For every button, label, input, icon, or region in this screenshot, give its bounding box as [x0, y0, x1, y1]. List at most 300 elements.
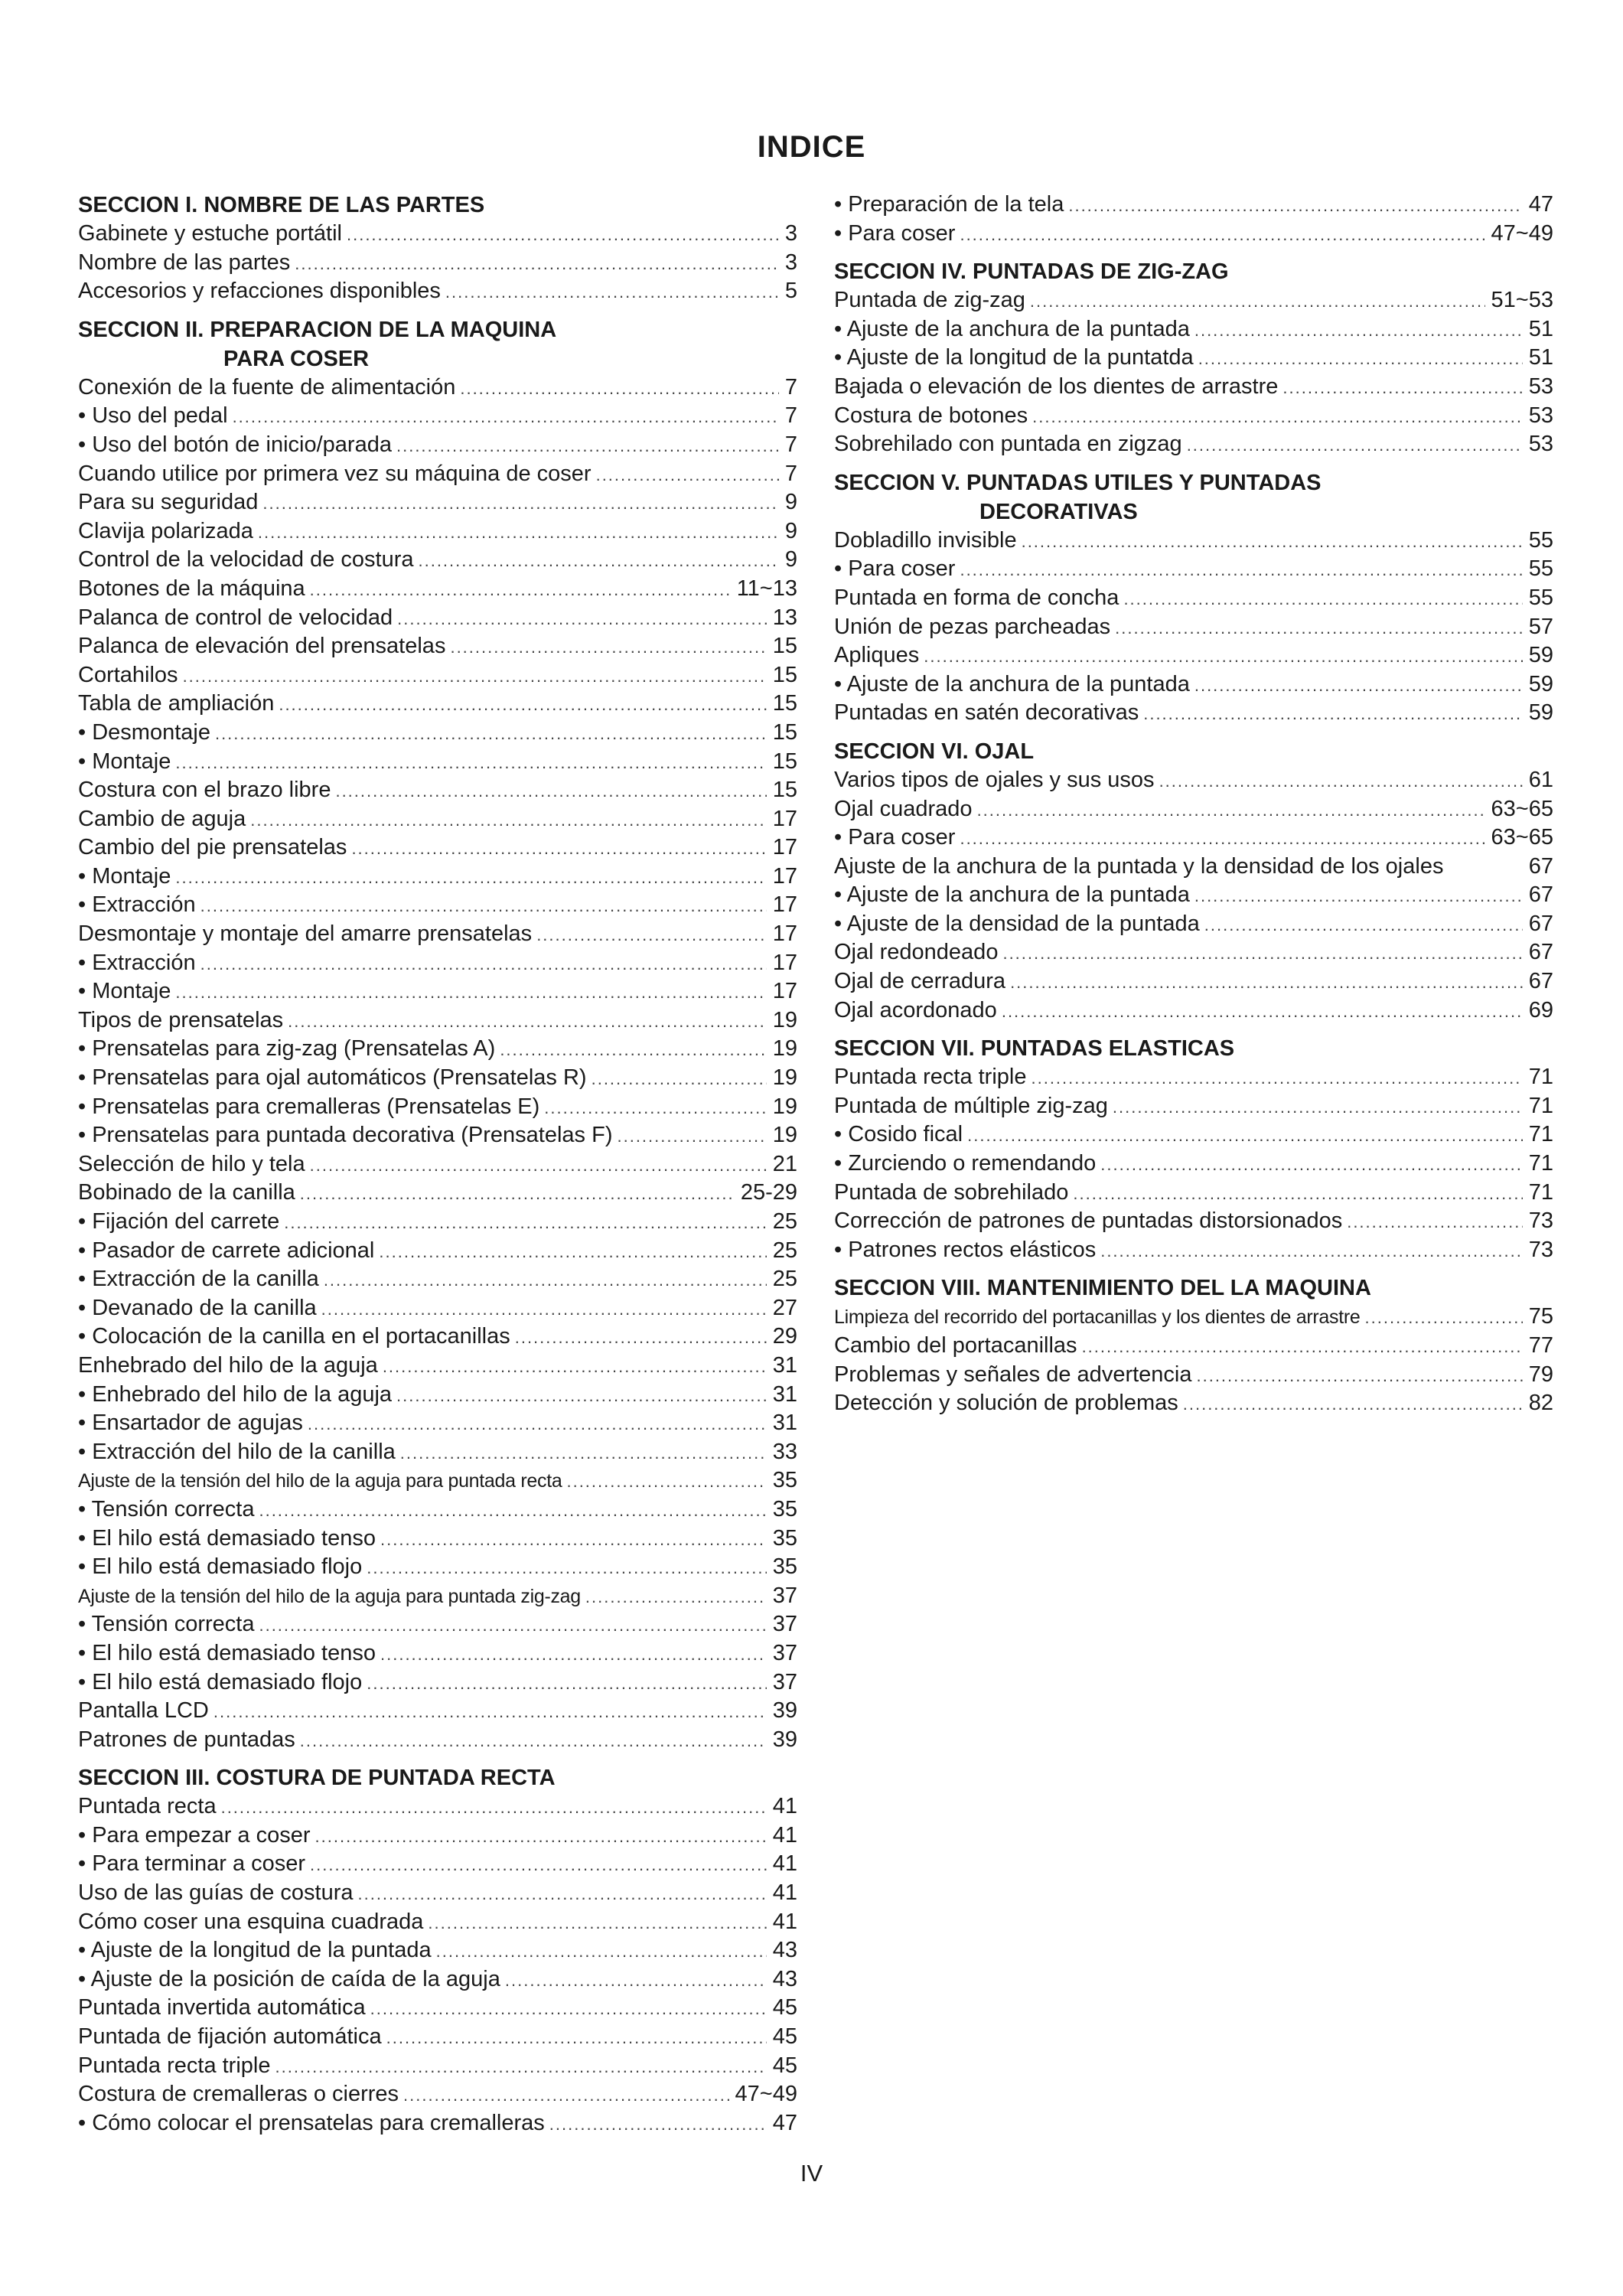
- toc-entry[interactable]: [834, 1303, 1553, 1332]
- toc-entry[interactable]: [78, 460, 797, 489]
- dot-leader: [1082, 1332, 1523, 1362]
- dot-leader: [300, 1179, 735, 1208]
- toc-entry[interactable]: [834, 286, 1553, 315]
- dot-leader: [1282, 373, 1522, 403]
- section-heading: SECCION VII. PUNTADAS ELASTICAS: [834, 1036, 1235, 1062]
- toc-entry-page: 19: [772, 1036, 797, 1062]
- toc-entry[interactable]: [78, 748, 797, 777]
- dot-leader: [370, 1994, 767, 2024]
- toc-entry[interactable]: [78, 1908, 797, 1937]
- toc-entry-page: 41: [772, 1794, 797, 1819]
- toc-entry[interactable]: [78, 1525, 797, 1554]
- toc-entry[interactable]: [834, 220, 1553, 249]
- toc-entry[interactable]: [78, 249, 797, 278]
- toc-entry-label: Apliques: [834, 643, 920, 668]
- toc-entry-label: Cuando utilice por primera vez su máquina de coser: [78, 461, 592, 486]
- dot-leader: [258, 518, 779, 547]
- toc-entry-page: 37: [772, 1640, 797, 1665]
- toc-entry-label: • Prensatelas para zig-zag (Prensatelas A): [78, 1036, 496, 1062]
- toc-entry-page: 37: [772, 1669, 797, 1694]
- toc-entry-label: Varios tipos de ojales y sus usos: [834, 767, 1155, 792]
- dot-leader: [967, 1121, 1523, 1150]
- toc-entry-page: 29: [772, 1324, 797, 1349]
- dot-leader: [310, 1151, 767, 1180]
- dot-leader: [585, 1583, 767, 1612]
- section-heading: SECCION II. PREPARACION DE LA MAQUINA: [78, 317, 557, 342]
- toc-entry-page: 63~65: [1491, 825, 1553, 850]
- toc-entry[interactable]: [78, 1994, 797, 2023]
- dot-leader: [284, 1208, 767, 1238]
- toc-entry[interactable]: [834, 1063, 1553, 1092]
- toc-entry[interactable]: [78, 1726, 797, 1755]
- toc-entry-page: 59: [1528, 643, 1553, 668]
- toc-entry-page: 67: [1528, 853, 1553, 879]
- dot-leader: [1159, 767, 1523, 796]
- toc-entry-label: • Ajuste de la posición de caída de la aguja: [78, 1966, 500, 1991]
- dot-leader: [379, 1238, 766, 1267]
- toc-entry[interactable]: [834, 1120, 1553, 1150]
- dot-leader: [367, 1554, 766, 1583]
- toc-entry-page: 3: [784, 221, 797, 246]
- toc-entry-label: Selección de hilo y tela: [78, 1151, 305, 1176]
- toc-entry-page: 37: [772, 1583, 797, 1608]
- toc-entry-page: 45: [772, 2053, 797, 2078]
- toc-entry[interactable]: [78, 488, 797, 517]
- toc-entry-label: • Tensión correcta: [78, 1496, 255, 1521]
- dot-leader: [460, 374, 779, 403]
- toc-entry-page: 5: [784, 279, 797, 304]
- toc-entry-label: • Ajuste de la longitud de la puntada: [78, 1938, 432, 1963]
- toc-entry-page: 7: [784, 432, 797, 457]
- toc-entry-label: • Fijación del carrete: [78, 1209, 280, 1234]
- toc-entry-label: • Colocación de la canilla en el portacanillas: [78, 1324, 510, 1349]
- toc-entry[interactable]: [78, 1064, 797, 1093]
- dot-leader: [310, 576, 731, 605]
- toc-entry-page: 69: [1528, 997, 1553, 1022]
- toc-entry[interactable]: [78, 1792, 797, 1821]
- dot-leader: [262, 489, 778, 518]
- toc-entry-page: 51: [1528, 316, 1553, 341]
- toc-entry[interactable]: [834, 766, 1553, 795]
- toc-entry[interactable]: [78, 1821, 797, 1851]
- toc-entry-label: Puntada en forma de concha: [834, 585, 1119, 610]
- toc-entry[interactable]: [78, 1381, 797, 1410]
- toc-entry-label: • Extracción: [78, 892, 196, 918]
- section-heading: SECCION IV. PUNTADAS DE ZIG-ZAG: [834, 259, 1229, 285]
- dot-leader: [536, 921, 767, 950]
- dot-leader: [1115, 614, 1523, 643]
- toc-entry-label: • Desmontaje: [78, 719, 210, 745]
- toc-entry-page: 67: [1528, 882, 1553, 908]
- toc-entry-label: Bajada o elevación de los dientes de arrastre: [834, 373, 1279, 399]
- toc-entry[interactable]: [78, 1150, 797, 1179]
- toc-entry-page: 43: [772, 1966, 797, 1991]
- toc-entry-label: • Enhebrado del hilo de la aguja: [78, 1381, 393, 1407]
- toc-entry-label: Unión de pezas parcheadas: [834, 614, 1111, 639]
- toc-entry[interactable]: [78, 805, 797, 834]
- toc-entry-label: Ajuste de la tensión del hilo de la aguja para puntada zig-zag: [78, 1585, 581, 1607]
- toc-entry-page: 53: [1528, 403, 1553, 428]
- toc-entry-page: 31: [772, 1352, 797, 1378]
- dot-leader: [418, 546, 778, 576]
- toc-entry[interactable]: [834, 402, 1553, 431]
- dot-leader: [1010, 968, 1523, 997]
- dot-leader: [321, 1295, 767, 1324]
- toc-entry-label: • El hilo está demasiado flojo: [78, 1669, 363, 1694]
- toc-entry[interactable]: [834, 1389, 1553, 1418]
- toc-entry[interactable]: [78, 2023, 797, 2052]
- dot-leader: [617, 1122, 766, 1151]
- toc-entry-page: 17: [772, 863, 797, 889]
- toc-entry-label: Dobladillo invisible: [834, 527, 1017, 553]
- toc-entry-label: Accesorios y refacciones disponibles: [78, 279, 441, 304]
- dot-leader: [310, 1851, 767, 1880]
- toc-entry[interactable]: [78, 1697, 797, 1726]
- toc-entry-label: • Ensartador de agujas: [78, 1411, 303, 1436]
- toc-entry-page: 77: [1528, 1333, 1553, 1358]
- dot-leader: [1204, 911, 1523, 940]
- toc-entry-page: 51: [1528, 345, 1553, 370]
- dot-leader: [259, 1611, 766, 1640]
- toc-entry-label: Ojal cuadrado: [834, 796, 973, 821]
- toc-entry[interactable]: [78, 632, 797, 661]
- dot-leader: [436, 1937, 767, 1966]
- dot-leader: [221, 1793, 767, 1822]
- toc-entry-page: 45: [772, 1995, 797, 2020]
- dot-leader: [1196, 1362, 1522, 1391]
- toc-entry-page: 15: [772, 662, 797, 687]
- toc-entry[interactable]: [78, 1553, 797, 1582]
- toc-entry-page: 15: [772, 778, 797, 803]
- toc-entry-page: 39: [772, 1698, 797, 1724]
- dot-leader: [175, 863, 766, 892]
- toc-entry[interactable]: [834, 373, 1553, 402]
- toc-entry[interactable]: [78, 833, 797, 863]
- dot-leader: [592, 1065, 767, 1094]
- toc-entry[interactable]: [78, 1965, 797, 1994]
- toc-entry[interactable]: [78, 690, 797, 719]
- dot-leader: [367, 1669, 766, 1698]
- toc-entry[interactable]: [834, 1207, 1553, 1236]
- toc-entry-label: • Montaje: [78, 863, 171, 889]
- toc-entry-page: 19: [772, 1094, 797, 1119]
- toc-entry-label: • Preparación de la tela: [834, 192, 1064, 217]
- section-heading: PARA COSER: [223, 346, 370, 371]
- toc-entry-label: • Uso del botón de inicio/parada: [78, 432, 392, 457]
- toc-entry-label: Puntada de fijación automática: [78, 2024, 382, 2050]
- dot-leader: [1365, 1303, 1523, 1332]
- dot-leader: [259, 1496, 766, 1525]
- toc-entry-label: • Prensatelas para cremalleras (Prensatelas E): [78, 1094, 540, 1119]
- toc-entry[interactable]: [834, 555, 1553, 584]
- toc-entry[interactable]: [834, 670, 1553, 700]
- toc-entry-label: Puntada de zig-zag: [834, 288, 1025, 313]
- toc-entry-label: • Ajuste de la anchura de la puntada: [834, 671, 1190, 696]
- toc-entry-page: 82: [1528, 1391, 1553, 1416]
- toc-entry-label: Cambio del pie prensatelas: [78, 835, 347, 860]
- toc-entry[interactable]: [834, 996, 1553, 1026]
- toc-entry[interactable]: [78, 517, 797, 546]
- toc-entry[interactable]: [78, 1093, 797, 1122]
- toc-entry[interactable]: [78, 1495, 797, 1525]
- toc-entry[interactable]: [78, 863, 797, 892]
- toc-entry[interactable]: [78, 719, 797, 748]
- toc-entry-label: • Extracción: [78, 950, 196, 975]
- dot-leader: [213, 1698, 767, 1727]
- toc-entry-page: 3: [784, 249, 797, 275]
- dot-leader: [1123, 585, 1522, 614]
- toc-entry[interactable]: [78, 1179, 797, 1208]
- toc-entry-page: 71: [1528, 1179, 1553, 1205]
- toc-entry[interactable]: [834, 1236, 1553, 1265]
- toc-entry-label: • Zurciendo o remendando: [834, 1151, 1097, 1176]
- toc-entry-page: 71: [1528, 1065, 1553, 1090]
- dot-leader: [1198, 344, 1523, 373]
- toc-entry-label: Puntada recta triple: [834, 1065, 1027, 1090]
- toc-entry-label: • Devanado de la canilla: [78, 1295, 317, 1320]
- toc-entry-label: • Pasador de carrete adicional: [78, 1238, 375, 1263]
- toc-entry[interactable]: [834, 527, 1553, 556]
- dot-leader: [1187, 431, 1523, 460]
- toc-entry-page: 55: [1528, 556, 1553, 582]
- toc-entry-page: 15: [772, 719, 797, 745]
- toc-entry-page: 41: [772, 1909, 797, 1934]
- toc-entry-label: Costura de cremalleras o cierres: [78, 2082, 399, 2107]
- toc-entry-page: 73: [1528, 1237, 1553, 1262]
- toc-entry[interactable]: [78, 920, 797, 949]
- dot-leader: [403, 2081, 729, 2110]
- toc-entry[interactable]: [834, 430, 1553, 459]
- toc-entry[interactable]: [78, 1582, 797, 1611]
- toc-entry[interactable]: [78, 373, 797, 403]
- toc-entry-label: Cambio de aguja: [78, 806, 246, 831]
- toc-entry-label: • Cómo colocar el prensatelas para cremalleras: [78, 2110, 545, 2135]
- dot-leader: [924, 642, 1522, 671]
- toc-entry[interactable]: [78, 1006, 797, 1035]
- toc-entry-page: 15: [772, 634, 797, 659]
- toc-entry-label: Puntada recta: [78, 1794, 217, 1819]
- toc-entry[interactable]: [78, 1466, 797, 1495]
- toc-entry-page: 19: [772, 1065, 797, 1091]
- toc-entry-page: 59: [1528, 671, 1553, 696]
- toc-entry-page: 15: [772, 691, 797, 716]
- dot-leader: [450, 633, 766, 662]
- dot-leader: [357, 1880, 766, 1909]
- toc-entry-label: • El hilo está demasiado tenso: [78, 1525, 376, 1551]
- toc-entry-label: Enhebrado del hilo de la aguja: [78, 1352, 378, 1378]
- toc-entry-page: 25-29: [740, 1180, 797, 1205]
- toc-entry-label: • Para coser: [834, 556, 956, 582]
- toc-entry[interactable]: [834, 191, 1553, 220]
- dot-leader: [288, 1007, 767, 1036]
- toc-entry-label: • Tensión correcta: [78, 1612, 255, 1637]
- toc-entry[interactable]: [834, 967, 1553, 996]
- toc-entry-page: 67: [1528, 969, 1553, 994]
- toc-entry-label: Puntada de múltiple zig-zag: [834, 1093, 1108, 1118]
- toc-entry[interactable]: [834, 938, 1553, 967]
- toc-entry[interactable]: [78, 1352, 797, 1381]
- toc-entry[interactable]: [78, 891, 797, 920]
- dot-leader: [335, 777, 766, 806]
- toc-entry[interactable]: [78, 1322, 797, 1352]
- toc-entry[interactable]: [78, 1936, 797, 1965]
- toc-entry-page: 75: [1528, 1304, 1553, 1329]
- toc-entry[interactable]: [834, 823, 1553, 853]
- dot-leader: [1113, 1093, 1523, 1122]
- toc-entry[interactable]: [834, 1361, 1553, 1390]
- toc-entry-page: 31: [772, 1381, 797, 1407]
- toc-entry[interactable]: [78, 1237, 797, 1266]
- toc-entry-label: Tipos de prensatelas: [78, 1007, 284, 1032]
- dot-leader: [960, 824, 1484, 853]
- toc-entry-label: • Para empezar a coser: [78, 1822, 311, 1848]
- toc-entry-page: 47: [772, 2110, 797, 2135]
- toc-entry[interactable]: [834, 613, 1553, 642]
- toc-entry-label: Patrones de puntadas: [78, 1727, 295, 1752]
- toc-entry-page: 61: [1528, 767, 1553, 792]
- toc-entry-label: • Ajuste de la longitud de la puntatda: [834, 345, 1194, 370]
- toc-entry-page: 17: [772, 921, 797, 947]
- toc-entry[interactable]: [78, 546, 797, 575]
- toc-entry[interactable]: [78, 1438, 797, 1467]
- toc-entry-label: Desmontaje y montaje del amarre prensatelas: [78, 921, 533, 947]
- dot-leader: [1100, 1237, 1523, 1266]
- toc-entry-label: Costura con el brazo libre: [78, 778, 331, 803]
- toc-entry[interactable]: [78, 2052, 797, 2081]
- toc-entry[interactable]: [78, 661, 797, 690]
- dot-leader: [1347, 1208, 1523, 1237]
- toc-entry[interactable]: [78, 776, 797, 805]
- toc-entry-label: Palanca de control de velocidad: [78, 605, 393, 630]
- page-number: IV: [800, 2160, 823, 2187]
- dot-leader: [300, 1727, 767, 1756]
- toc-entry[interactable]: [78, 1294, 797, 1323]
- toc-entry-label: • Ajuste de la densidad de la puntada: [834, 911, 1200, 936]
- toc-entry[interactable]: [78, 277, 797, 306]
- toc-entry-page: 17: [772, 806, 797, 831]
- toc-entry-page: 57: [1528, 614, 1553, 639]
- toc-entry-page: 43: [772, 1938, 797, 1963]
- toc-entry[interactable]: [834, 910, 1553, 939]
- dot-leader: [1194, 671, 1523, 700]
- toc-entry-label: Puntada recta triple: [78, 2053, 271, 2078]
- toc-entry-label: Limpieza del recorrido del portacanillas y los dientes de arrastre: [834, 1306, 1361, 1329]
- toc-entry-label: Ajuste de la tensión del hilo de la aguja para puntada recta: [78, 1470, 562, 1492]
- dot-leader: [1073, 1179, 1522, 1208]
- toc-entry[interactable]: [834, 1092, 1553, 1121]
- toc-entry-label: Uso de las guías de costura: [78, 1880, 354, 1906]
- toc-entry-page: 37: [772, 1612, 797, 1637]
- dot-leader: [500, 1035, 766, 1065]
- toc-entry-page: 19: [772, 1007, 797, 1032]
- toc-entry[interactable]: [78, 2080, 797, 2109]
- toc-entry-label: Control de la velocidad de costura: [78, 547, 414, 572]
- toc-entry[interactable]: [78, 1610, 797, 1639]
- toc-entry[interactable]: [834, 795, 1553, 824]
- toc-entry[interactable]: [78, 220, 797, 249]
- toc-entry-page: 51~53: [1491, 288, 1553, 313]
- dot-leader: [324, 1266, 767, 1295]
- toc-entry[interactable]: [78, 1121, 797, 1150]
- toc-entry-label: • Montaje: [78, 979, 171, 1004]
- dot-leader: [175, 748, 766, 778]
- toc-entry[interactable]: [78, 949, 797, 978]
- toc-entry-label: Sobrehilado con puntada en zigzag: [834, 432, 1182, 457]
- dot-leader: [1068, 191, 1522, 220]
- toc-entry[interactable]: [834, 1332, 1553, 1361]
- toc-entry[interactable]: [78, 575, 797, 604]
- dot-leader: [1183, 1390, 1523, 1419]
- toc-entry-label: Ajuste de la anchura de la puntada y la densidad de los ojales: [834, 853, 1444, 879]
- toc-entry[interactable]: [834, 315, 1553, 344]
- section-heading: SECCION III. COSTURA DE PUNTADA RECTA: [78, 1766, 556, 1791]
- toc-entry[interactable]: [834, 1179, 1553, 1208]
- dot-leader: [250, 806, 766, 835]
- dot-leader: [183, 662, 767, 691]
- dot-leader: [380, 1640, 767, 1669]
- toc-entry-label: Conexión de la fuente de alimentación: [78, 374, 456, 400]
- toc-entry-label: Gabinete y estuche portátil: [78, 221, 342, 246]
- toc-entry-page: 55: [1528, 585, 1553, 610]
- toc-entry[interactable]: [834, 1150, 1553, 1179]
- dot-leader: [549, 2110, 767, 2139]
- toc-entry-page: 67: [1528, 911, 1553, 936]
- toc-entry-label: • Ajuste de la anchura de la puntada: [834, 316, 1190, 341]
- dot-leader: [596, 461, 779, 490]
- toc-entry[interactable]: [78, 2109, 797, 2138]
- toc-entry[interactable]: [78, 1409, 797, 1438]
- toc-entry[interactable]: [78, 1668, 797, 1698]
- toc-entry[interactable]: [834, 584, 1553, 613]
- toc-entry[interactable]: [78, 1639, 797, 1668]
- toc-entry-page: 9: [784, 490, 797, 515]
- toc-entry-page: 15: [772, 748, 797, 774]
- dot-leader: [175, 978, 766, 1007]
- toc-entry-label: • El hilo está demasiado flojo: [78, 1554, 363, 1580]
- toc-entry-label: Puntadas en satén decorativas: [834, 700, 1139, 726]
- dot-leader: [351, 834, 766, 863]
- toc-entry[interactable]: [78, 604, 797, 633]
- toc-entry[interactable]: [834, 344, 1553, 373]
- toc-entry-page: 35: [772, 1496, 797, 1521]
- toc-entry-label: Para su seguridad: [78, 490, 259, 515]
- dot-leader: [1022, 527, 1523, 556]
- toc-entry-page: 79: [1528, 1362, 1553, 1387]
- toc-entry[interactable]: [834, 881, 1553, 910]
- toc-entry[interactable]: [78, 1035, 797, 1064]
- toc-entry-page: 7: [784, 374, 797, 400]
- toc-entry[interactable]: [78, 977, 797, 1006]
- toc-entry[interactable]: [78, 1850, 797, 1879]
- dot-leader: [383, 1352, 767, 1381]
- toc-entry[interactable]: [834, 641, 1553, 670]
- toc-entry-page: 35: [772, 1525, 797, 1551]
- toc-entry-page: 17: [772, 835, 797, 860]
- toc-entry[interactable]: [78, 1265, 797, 1294]
- toc-entry[interactable]: [78, 402, 797, 431]
- toc-entry[interactable]: [78, 1208, 797, 1237]
- toc-entry-page: 71: [1528, 1093, 1553, 1118]
- toc-entry-page: 25: [772, 1238, 797, 1263]
- toc-entry[interactable]: [834, 699, 1553, 728]
- toc-entry[interactable]: [834, 853, 1553, 882]
- toc-entry[interactable]: [78, 1879, 797, 1908]
- toc-entry[interactable]: [78, 431, 797, 460]
- toc-entry-label: Detección y solución de problemas: [834, 1391, 1178, 1416]
- toc-entry-label: Corrección de patrones de puntadas distorsionados: [834, 1208, 1343, 1234]
- toc-entry-label: • Extracción del hilo de la canilla: [78, 1439, 396, 1464]
- toc-entry-label: • Para coser: [834, 825, 956, 850]
